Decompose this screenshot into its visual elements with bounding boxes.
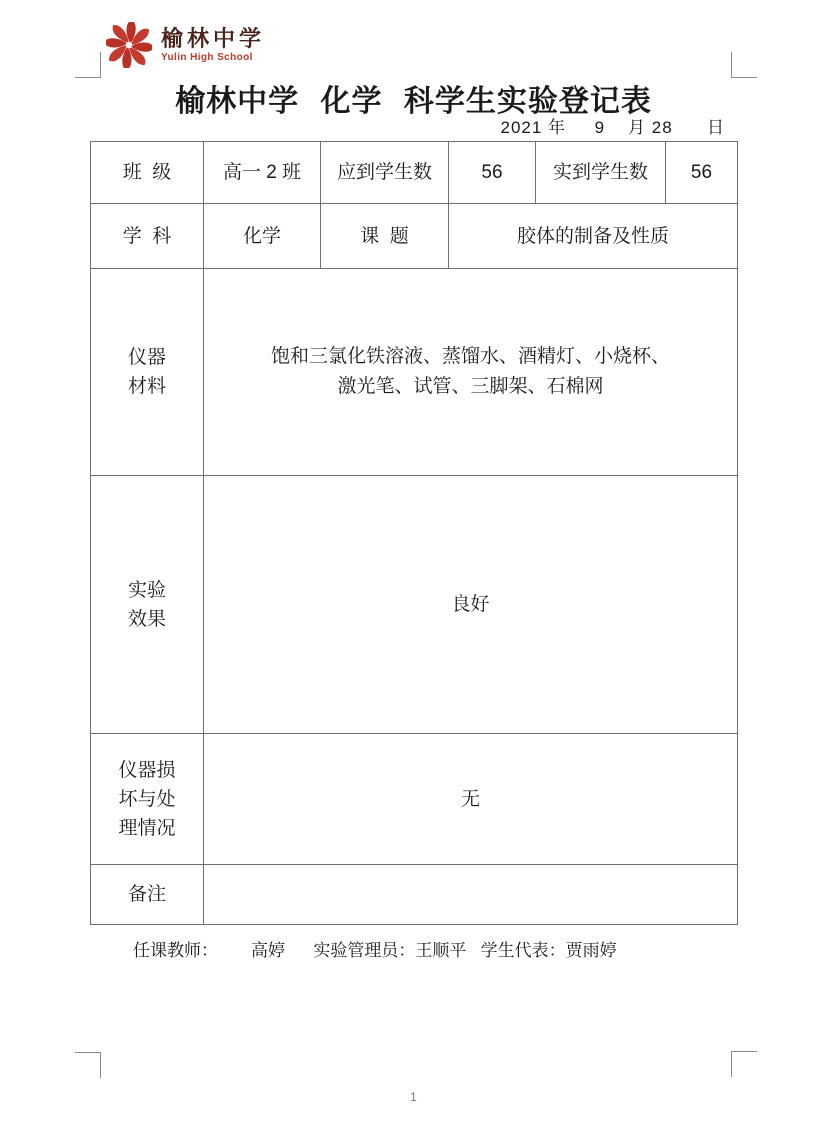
effect-label-line: 实验	[127, 579, 166, 601]
remarks-value-cell	[204, 865, 738, 925]
crop-mark-top-left-icon	[75, 52, 101, 78]
materials-label-cell	[91, 269, 204, 476]
actual-students-label-cell: 实到学生数	[536, 142, 666, 204]
remarks-label-cell: 备注	[91, 865, 204, 925]
expected-students-label-cell: 应到学生数	[321, 142, 449, 204]
table-row-effect	[91, 476, 738, 734]
school-logo	[106, 22, 265, 68]
page-title: 榆林中学 化学 科学生实验登记表	[175, 85, 652, 118]
effect-value-cell: 良好	[204, 476, 738, 734]
materials-value-cell	[204, 269, 738, 476]
effect-label-line: 效果	[127, 608, 166, 630]
damage-value-cell: 无	[204, 734, 738, 865]
topic-value-cell: 胶体的制备及性质	[449, 204, 738, 269]
crop-mark-bottom-left-icon	[75, 1052, 101, 1078]
materials-label-line: 材料	[127, 376, 166, 397]
table-row-subject	[91, 204, 738, 269]
actual-students-value-cell: 56	[666, 142, 738, 204]
school-name-cn: 榆林中学	[161, 26, 266, 51]
damage-label-cell	[91, 734, 204, 865]
table-row-remarks	[91, 865, 738, 925]
class-label-cell: 班 级	[91, 142, 204, 204]
crop-mark-bottom-right-icon	[731, 1051, 757, 1077]
pinwheel-flower-icon	[106, 22, 152, 68]
materials-content-line: 饱和三氯化铁溶液、蒸馏水、酒精灯、小烧杯、	[270, 346, 670, 367]
date-line: 2021 年 9 月 28 日	[500, 118, 725, 137]
table-row-materials	[91, 269, 738, 476]
page-number: 1	[410, 1090, 417, 1104]
crop-mark-top-right-icon	[731, 52, 757, 78]
table-row-class	[91, 142, 738, 204]
signature-line: 任课教师： 高婷 实验管理员：王顺平 学生代表：贾雨婷	[133, 941, 617, 960]
materials-label-line: 仪器	[127, 347, 166, 368]
damage-label-line: 坏与处	[118, 788, 176, 810]
subject-label-cell: 学 科	[91, 204, 204, 269]
subject-value-cell: 化学	[204, 204, 321, 269]
effect-label-cell	[91, 476, 204, 734]
expected-students-value-cell: 56	[449, 142, 536, 204]
table-row-damage	[91, 734, 738, 865]
damage-label-line: 仪器损	[118, 759, 176, 781]
school-name-en: Yulin High School	[161, 52, 253, 64]
damage-label-line: 理情况	[118, 817, 176, 839]
topic-label-cell: 课 题	[321, 204, 449, 269]
materials-content-line: 激光笔、试管、三脚架、石棉网	[337, 376, 604, 397]
class-value-cell: 高一 2 班	[204, 142, 321, 204]
experiment-registration-table	[90, 141, 738, 925]
